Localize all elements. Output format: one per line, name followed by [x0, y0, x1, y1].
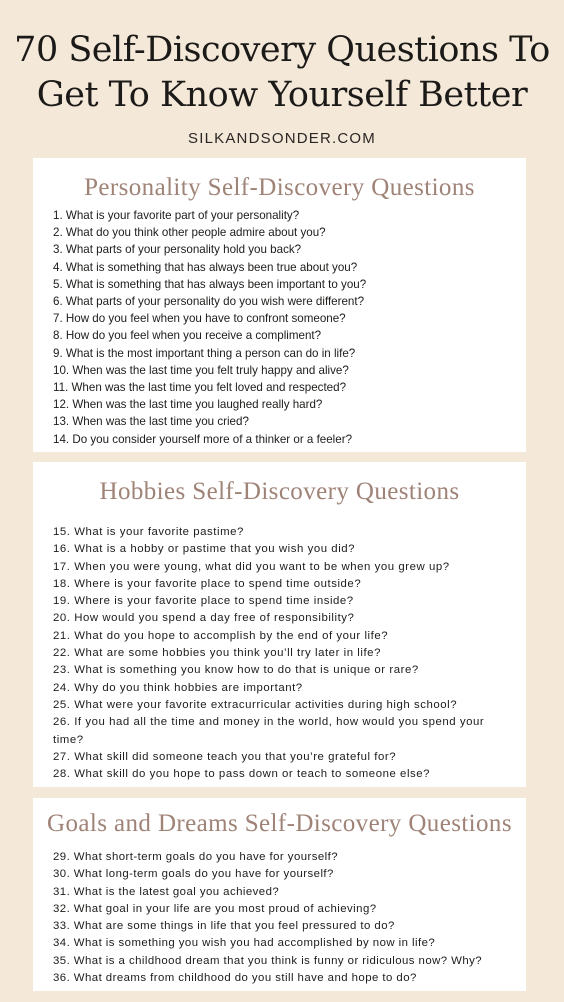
list-item: 35. What is a childhood dream that you think is funny or ridiculous now? Why?	[53, 954, 483, 967]
list-item: 9. What is the most important thing a person can do in life?	[53, 346, 356, 360]
list-item: 21. What do you hope to accomplish by the end of your life?	[53, 629, 389, 642]
list-item: 5. What is something that has always been important to you?	[53, 277, 367, 291]
goals-section	[33, 798, 526, 991]
list-item: 20. How would you spend a day free of responsibility?	[53, 612, 355, 625]
question-list	[33, 849, 526, 987]
list-item: 10. When was the last time you felt truly happy and alive?	[53, 363, 349, 377]
list-item: 27. What skill did someone teach you that you’re grateful for?	[53, 750, 397, 763]
page-title-line-1: 70 Self-Discovery Questions To	[14, 30, 550, 70]
hobbies-section	[33, 462, 526, 787]
list-item: 31. What is the latest goal you achieved?	[53, 885, 280, 898]
page-title-line-2: Get To Know Yourself Better	[36, 75, 528, 115]
list-item: 8. How do you feel when you receive a compliment?	[53, 329, 322, 343]
list-item: 26. If you had all the time and money in the world, how would you spend your time?	[53, 716, 485, 746]
list-item: 3. What parts of your personality hold you back?	[53, 243, 302, 257]
list-item: 25. What were your favorite extracurricular activities during high school?	[53, 698, 458, 711]
list-item: 14. Do you consider yourself more of a thinker or a feeler?	[53, 432, 353, 446]
list-item: 33. What are some things in life that you feel pressured to do?	[53, 920, 395, 933]
list-item: 13. When was the last time you cried?	[53, 415, 249, 429]
list-item: 1. What is your favorite part of your personality?	[53, 209, 300, 222]
page-title	[0, 28, 564, 118]
list-item: 11. When was the last time you felt loved and respected?	[53, 381, 347, 395]
list-item: 2. What do you think other people admire about you?	[53, 226, 326, 240]
list-item: 23. What is something you know how to do that is unique or rare?	[53, 664, 419, 677]
list-item: 29. What short-term goals do you have for yourself?	[53, 851, 339, 863]
list-item: 36. What dreams from childhood do you still have and hope to do?	[53, 972, 417, 985]
list-item: 4. What is something that has always been true about you?	[53, 260, 358, 274]
list-item: 6. What parts of your personality do you wish were different?	[53, 295, 365, 309]
list-item: 12. When was the last time you laughed really hard?	[53, 398, 323, 412]
list-item: 17. When you were young, what did you want to be when you grew up?	[53, 560, 450, 573]
site-url: SILKANDSONDER.COM	[188, 130, 376, 147]
question-list	[33, 207, 526, 448]
section-title: Personality Self-Discovery Questions	[84, 174, 475, 201]
list-item: 32. What goal in your life are you most proud of achieving?	[53, 902, 377, 915]
list-item: 28. What skill do you hope to pass down or teach to someone else?	[53, 768, 431, 781]
list-item: 22. What are some hobbies you think you’ll try later in life?	[53, 647, 381, 660]
list-item: 24. Why do you think hobbies are important?	[53, 681, 303, 694]
list-item: 7. How do you feel when you have to confront someone?	[53, 312, 346, 326]
section-title: Hobbies Self-Discovery Questions	[99, 478, 460, 505]
list-item: 34. What is something you wish you had accomplished by now in life?	[53, 937, 436, 950]
list-item: 15. What is your favorite pastime?	[53, 526, 244, 538]
section-title: Goals and Dreams Self-Discovery Questions	[47, 810, 512, 837]
question-list	[33, 524, 526, 783]
list-item: 18. Where is your favorite place to spend time outside?	[53, 577, 362, 590]
personality-section	[33, 158, 526, 452]
list-item: 16. What is a hobby or pastime that you wish you did?	[53, 543, 356, 556]
list-item: 19. Where is your favorite place to spend time inside?	[53, 595, 354, 608]
list-item: 30. What long-term goals do you have for yourself?	[53, 868, 334, 881]
